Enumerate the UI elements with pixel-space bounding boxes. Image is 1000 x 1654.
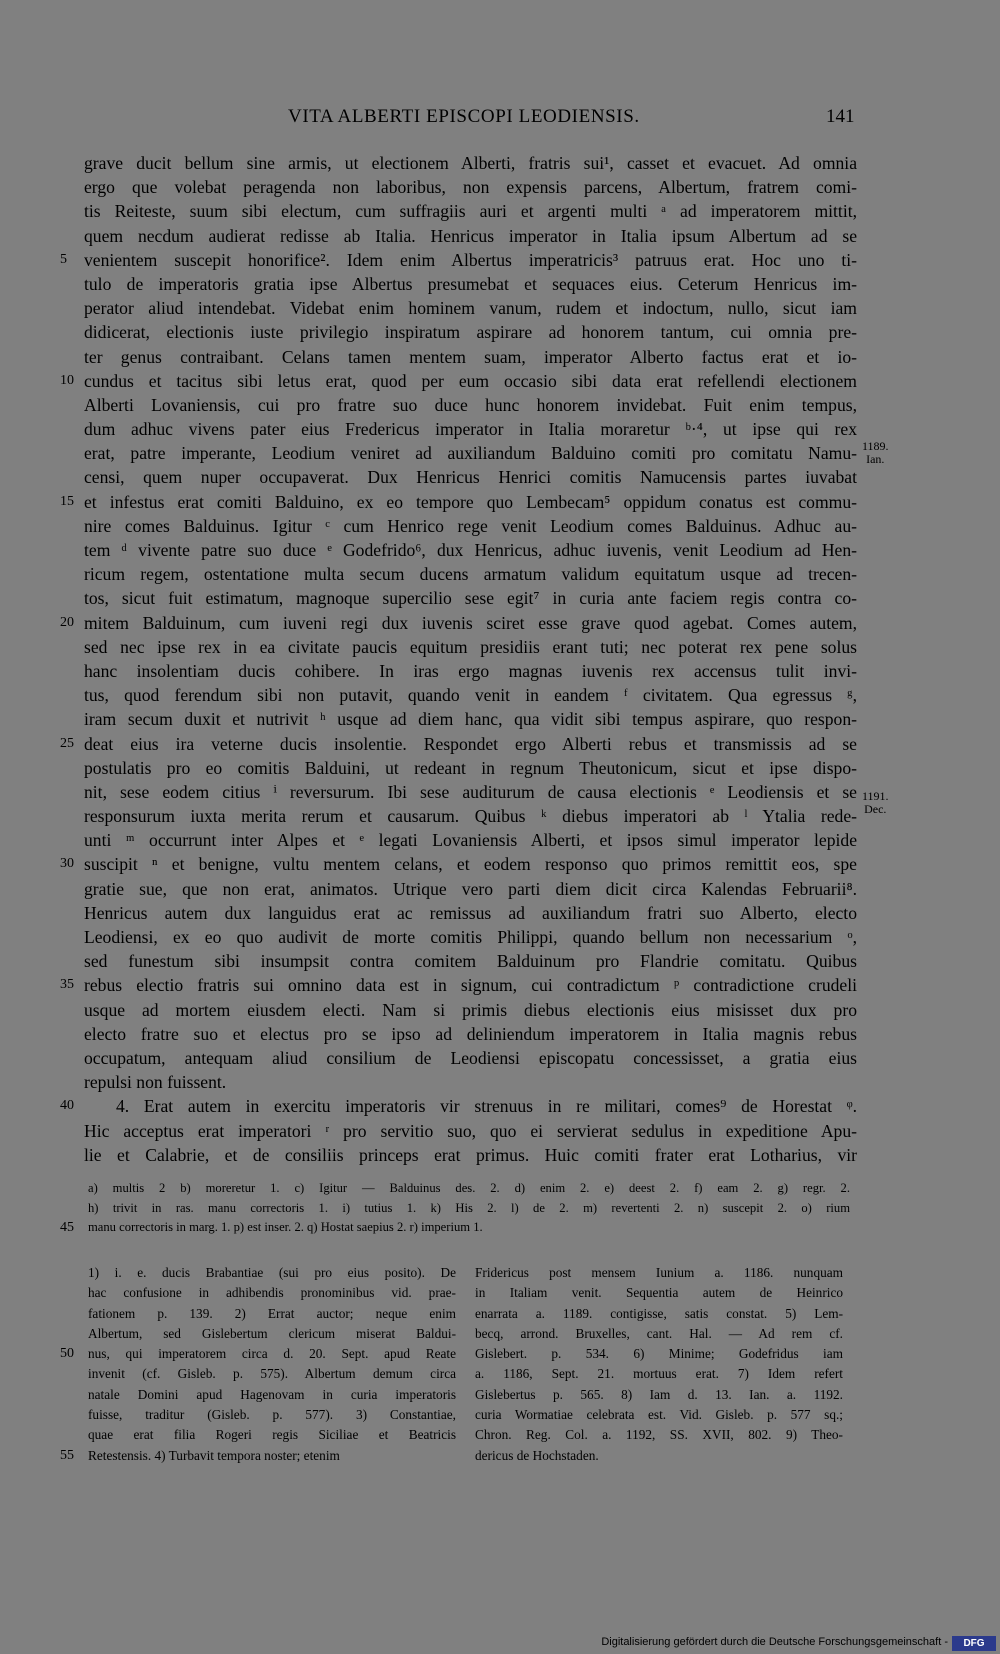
line-text: tulo de imperatoris gratia ipse Albertus presumebat et sequaces eius. Ceterum Henricus im- (84, 273, 857, 294)
text-line (84, 272, 857, 296)
line-text: ergo que volebat peragenda non laboribus, non expensis parcens, Albertum, fratrem comi- (84, 177, 857, 198)
text-line (84, 175, 857, 199)
text-line (84, 877, 857, 901)
dfg-logo: DFG (952, 1636, 996, 1651)
line-text: lie et Calabrie, et de consiliis princeps erat primus. Huic comiti frater erat Lotharius, vir (84, 1144, 857, 1165)
text-line (84, 780, 857, 804)
line-text: mitem Balduinum, cum iuveni regi dux iuvenis sciret esse grave quod agebat. Comes autem, (84, 612, 857, 633)
line-text: 4. Erat autem in exercitu imperatoris vir strenuus in re militari, comes⁹ de Horestat ᵠ. (116, 1096, 857, 1117)
line-text: responsurum iuxta merita rerum et causarum. Quibus ᵏ diebus imperatori ab ˡ Ytalia rede- (84, 806, 857, 827)
line-text: tos, sicut fuit estimatum, magnoque supercilio sese egit⁷ in curia ante faciem regis contra co- (84, 588, 857, 609)
text-line (88, 1364, 456, 1384)
line-text: electo fratre suo et electus pro se ipso ad deliniendum imperatorem in Italia magnis rebus (84, 1023, 857, 1044)
text-line (475, 1385, 843, 1405)
margin-date-1189 (862, 440, 889, 466)
line-number: 45 (60, 1220, 74, 1235)
line-text: nus, qui imperatorem circa d. 20. Sept. apud Reate (88, 1346, 456, 1362)
text-line (84, 925, 857, 949)
text-line (84, 514, 857, 538)
text-line (475, 1364, 843, 1384)
text-line (88, 1263, 456, 1283)
main-text (60, 151, 857, 1167)
line-text: iram secum duxit et nutrivit ʰ usque ad diem hanc, qua vidit sibi tempus aspirare, quo respon- (84, 709, 857, 730)
text-line (60, 611, 857, 635)
text-line (475, 1425, 843, 1445)
text-line (84, 828, 857, 852)
text-line (88, 1179, 850, 1199)
line-text: suscipit ⁿ et benigne, vultu mentem celans, et eodem responso quo primos remittit eos, spe (84, 854, 857, 875)
text-line (84, 1070, 857, 1094)
line-text: tis Reiteste, suum sibi electum, cum suffragiis auri et argenti multi ᵃ ad imperatorem mittit, (84, 201, 857, 222)
line-text: unti ᵐ occurrunt inter Alpes et ᵉ legati Lovaniensis Alberti, et ipsos simul imperator lepide (84, 830, 857, 851)
line-text: deat eius ira veterne ducis insolentie. Respondet ergo Alberti rebus et transmissis ad se (84, 733, 857, 754)
line-number: 20 (60, 614, 74, 630)
footnotes-right-column (475, 1263, 843, 1466)
text-line (84, 320, 857, 344)
line-number: 50 (60, 1346, 74, 1362)
line-text: ricum regem, ostentatione multa secum ducens armatum validum equitatum usque ad trecen- (84, 564, 857, 585)
line-text: ter genus contraibant. Celans tamen mentem suam, imperator Alberto factus erat et io- (84, 346, 857, 367)
text-line (88, 1405, 456, 1425)
text-line (60, 1094, 857, 1118)
text-line (475, 1324, 843, 1344)
line-text: Fridericus post mensem Iunium a. 1186. nunquam (475, 1265, 843, 1280)
text-line (84, 562, 857, 586)
text-line (475, 1446, 843, 1466)
text-line (84, 1143, 857, 1167)
line-text: grave ducit bellum sine armis, ut electionem Alberti, fratris sui¹, casset et evacuet. Ad omnia (84, 153, 857, 173)
text-line (84, 586, 857, 610)
text-line (84, 635, 857, 659)
text-line (84, 417, 857, 441)
line-text: usque ad mortem eiusdem electi. Nam si primis diebus electionis eius misisset dux pro (84, 999, 857, 1020)
line-text: quem necdum audierat redisse ab Italia. Henricus imperator in Italia ipsum Albertum ad se (84, 225, 857, 246)
text-line (84, 683, 857, 707)
line-text: dum adhuc vivens pater eius Fredericus imperator in Italia moraretur ᵇ·⁴, ut ipse qui rex (84, 419, 857, 440)
line-number: 5 (60, 251, 67, 267)
text-line (84, 199, 857, 223)
margin-year: 1189. (862, 439, 889, 453)
line-text: sed funestum sibi insumpsit contra comitem Balduinum pro Flandrie comitatu. Quibus (84, 951, 857, 972)
line-text: fationem p. 139. 2) Errat auctor; neque enim (88, 1305, 456, 1321)
text-line (84, 949, 857, 973)
line-text: curia Wormatiae celebrata est. Vid. Gisleb. p. 577 sq.; (475, 1407, 843, 1423)
line-text: cundus et tacitus sibi letus erat, quod per eum occasio sibi data erat refellendi electionem (84, 370, 857, 391)
line-number: 15 (60, 493, 74, 509)
critical-apparatus (60, 1179, 850, 1238)
text-line (84, 756, 857, 780)
footnotes-left-column (60, 1263, 456, 1466)
text-line (475, 1263, 843, 1283)
line-text: hac confusione in adhibendis pronominibus vid. prae- (88, 1285, 456, 1301)
text-line (84, 1119, 857, 1143)
text-line (60, 369, 857, 393)
line-text: natale Domini apud Hagenovam in curia imperatoris (88, 1386, 456, 1402)
line-text: venientem suscepit honorifice². Idem enim Albertus imperatricis³ patruus erat. Hoc uno ti- (84, 249, 857, 270)
line-text: Retestensis. 4) Turbavit tempora noster; etenim (88, 1447, 340, 1463)
line-number: 25 (60, 735, 74, 751)
text-line (60, 732, 857, 756)
text-line (60, 852, 857, 876)
text-line (88, 1304, 456, 1324)
text-line (60, 973, 857, 997)
text-line (84, 465, 857, 489)
line-number: 10 (60, 372, 74, 388)
text-line (84, 393, 857, 417)
margin-month: Dec. (864, 802, 887, 816)
line-text: Gislebert. p. 534. 6) Minime; Godefridus iam (475, 1346, 843, 1362)
line-text: nit, sese eodem citius ⁱ reversurum. Ibi sese auditurum de causa electionis ᵉ Leodiensis et se (84, 781, 857, 802)
line-text: a. 1186, Sept. 21. mortuus erat. 7) Idem refert (475, 1366, 843, 1382)
text-line (84, 707, 857, 731)
line-number: 35 (60, 977, 74, 993)
line-text: tem ᵈ vivente patre suo duce ᵉ Godefrido⁶, dux Henricus, adhuc iuvenis, venit Leodium ad Hen- (84, 540, 857, 560)
footer (0, 1634, 1000, 1654)
text-line (475, 1344, 843, 1364)
line-text: Chron. Reg. Col. a. 1192, SS. XVII, 802. 9) Theo- (475, 1427, 843, 1443)
text-line (84, 151, 857, 175)
line-number: 30 (60, 856, 74, 872)
text-line (88, 1385, 456, 1405)
line-text: Henricus autem dux languidus erat ac remissus ad auxiliandum fratri suo Alberto, electo (84, 902, 857, 923)
line-text: gratie sue, que non erat, animatos. Utrique vero parti diem dicit circa Kalendas Februarii⁸. (84, 878, 857, 899)
margin-month: Ian. (866, 452, 885, 466)
line-number: 55 (60, 1447, 74, 1463)
line-text: tus, quod ferendum sibi non putavit, quando venit in eandem ᶠ civitatem. Qua egressus ᵍ, (84, 685, 857, 706)
text-line (84, 998, 857, 1022)
page-header (0, 106, 1000, 134)
line-text: Leodiensi, ex eo quo audivit de morte comitis Philippi, quando bellum non necessarium ᵒ, (84, 927, 857, 947)
text-line (88, 1324, 456, 1344)
text-line (60, 248, 857, 272)
text-line (84, 538, 857, 562)
line-text: in Italiam venit. Sequentia autem de Heinrico (475, 1285, 843, 1301)
text-line (475, 1283, 843, 1303)
page-number: 141 (826, 106, 855, 127)
line-text: h) trivit in ras. manu correctoris 1. i) tutius 1. k) His 2. l) de 2. m) revertenti 2. n) suscepit 2. o) rium (88, 1200, 850, 1215)
line-text: sed nec ipse rex in ea civitate paucis equitum presidiis erant tuti; nec poterat rex pene solus (84, 636, 857, 657)
text-line (475, 1405, 843, 1425)
text-line (60, 1446, 456, 1466)
line-text: postulatis pro eo comitis Balduini, ut redeant in regnum Theutonicum, sicut et ipse dispo- (84, 757, 857, 778)
line-text: dericus de Hochstaden. (475, 1447, 599, 1463)
line-text: Albertum, sed Gislebertum clericum miserat Baldui- (88, 1325, 456, 1341)
line-text: manu correctoris in marg. 1. p) est inser. 2. q) Hostat saepius 2. r) imperium 1. (88, 1220, 483, 1234)
text-line (88, 1425, 456, 1445)
line-text: Alberti Lovaniensis, cui pro fratre suo duce hunc honorem invidebat. Fuit enim tempus, (84, 394, 857, 415)
text-line (60, 490, 857, 514)
line-text: hanc insolentiam ducis cohibere. In iras ergo magnas iuvenis rex accensus tulit invi- (84, 660, 857, 681)
line-text: quae erat filia Rogeri regis Siciliae et Beatricis (88, 1427, 456, 1443)
line-text: enarrata a. 1189. contigisse, satis constat. 5) Lem- (475, 1305, 843, 1321)
line-text: nire comes Balduinus. Igitur ᶜ cum Henrico rege venit Leodium comes Balduinus. Adhuc au- (84, 515, 857, 536)
line-text: a) multis 2 b) moreretur 1. c) Igitur — Balduinus des. 2. d) enim 2. e) deest 2. f) eam 2. g) regr. 2. (88, 1181, 850, 1195)
running-title: VITA ALBERTI EPISCOPI LEODIENSIS. (288, 106, 640, 127)
text-line (60, 1344, 456, 1364)
margin-date-1191 (862, 790, 889, 816)
line-text: et infestus erat comiti Balduino, ex eo tempore quo Lembecam⁵ oppidum conatus est commu- (84, 491, 857, 512)
text-line (84, 1022, 857, 1046)
text-line (475, 1304, 843, 1324)
line-text: Gislebertus p. 565. 8) Iam d. 13. Ian. a. 1192. (475, 1386, 843, 1402)
text-line (84, 901, 857, 925)
text-line (88, 1199, 850, 1219)
line-text: erat, patre imperante, Leodium veniret ad auxiliandum Balduino comiti pro comitatu Namu- (84, 443, 857, 464)
line-text: repulsi non fuissent. (84, 1072, 227, 1093)
text-line (84, 296, 857, 320)
line-number: 40 (60, 1098, 74, 1114)
line-text: becq, arrond. Bruxelles, cant. Hal. — Ad rem cf. (475, 1325, 843, 1341)
text-line (84, 224, 857, 248)
line-text: Hic acceptus erat imperatori ʳ pro servitio suo, quo ei servierat sedulus in expeditione Apu- (84, 1120, 857, 1141)
line-text: rebus electio fratris sui omnino data est in signum, cui contradictum ᵖ contradictione crudeli (84, 975, 857, 996)
line-text: occupatum, antequam aliud consilium de Leodiensi episcopatu concessisset, a gratia eius (84, 1047, 857, 1068)
text-line (84, 659, 857, 683)
line-text: invenit (cf. Gisleb. p. 575). Albertum demum circa (88, 1366, 456, 1382)
line-text: fuisse, traditur (Gisleb. p. 577). 3) Constantiae, (88, 1407, 456, 1423)
text-line (84, 1046, 857, 1070)
line-text: 1) i. e. ducis Brabantiae (sui pro eius posito). De (88, 1265, 456, 1280)
text-line (84, 345, 857, 369)
digitization-credit: Digitalisierung gefördert durch die Deutsche Forschungsgemeinschaft - (601, 1636, 948, 1648)
line-text: perator aliud intendebat. Videbat enim hominem vanum, rudem et indoctum, nullo, sicut iam (84, 298, 857, 319)
line-text: censi, quem nuper occupaverat. Dux Henricus Henrici comitis Namucensis partes iuvabat (84, 467, 857, 488)
margin-year: 1191. (862, 789, 889, 803)
text-line (60, 1218, 850, 1238)
text-line (88, 1283, 456, 1303)
text-line (84, 441, 857, 465)
text-line (84, 804, 857, 828)
line-text: didicerat, electionis iuste privilegio inspiratum aspirare ad honorem tantum, cui omnia pre- (84, 322, 857, 343)
